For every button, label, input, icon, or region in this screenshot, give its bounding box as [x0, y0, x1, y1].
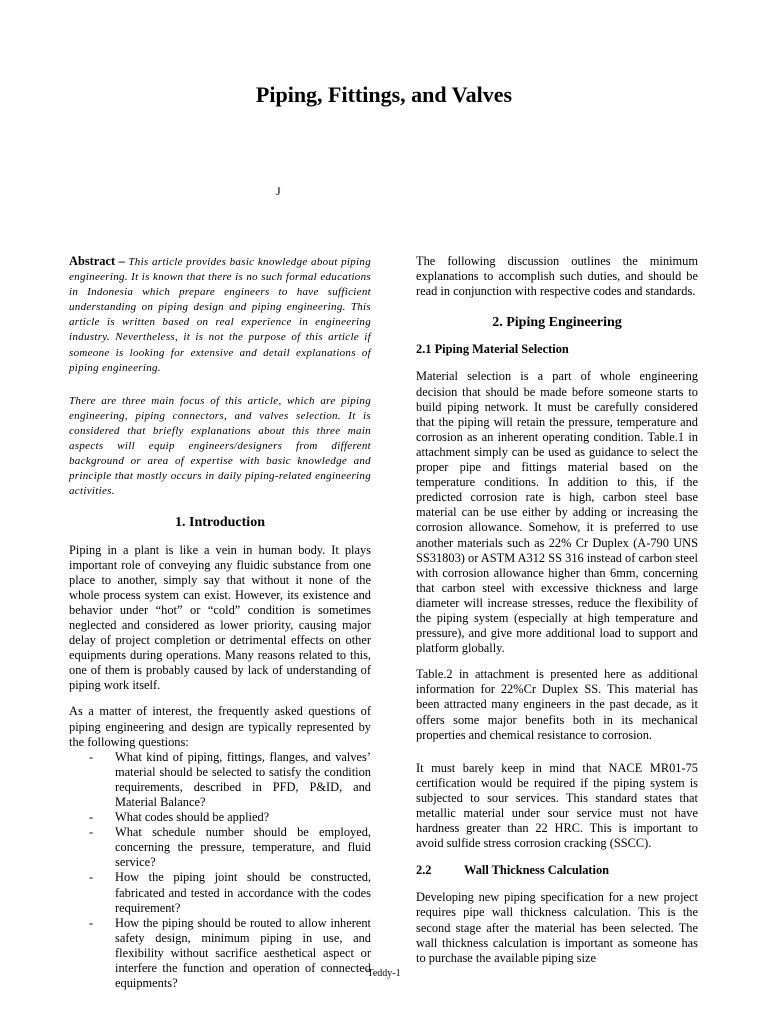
subsection-heading-material-selection: 2.1 Piping Material Selection [416, 342, 569, 357]
list-item [69, 810, 371, 825]
left-column [69, 254, 371, 991]
abstract-paragraph [69, 254, 371, 376]
abstract-paragraph-2: There are three main focus of this article, which are piping engineering, piping connectors, and valves selection. It is considered that briefly explanations about this three main aspects will equip engineers/designers from different background or area of expertise with basic knowledge and principle that mostly occurs in daily piping-related engineering activities. [69, 394, 371, 498]
right-column [416, 254, 698, 977]
section-heading-introduction: 1. Introduction [175, 515, 265, 531]
list-dash: - [89, 749, 94, 764]
questions-list [69, 750, 371, 992]
intro-paragraph-1: Piping in a plant is like a vein in human body. It plays important role of conveying any fluidic substance from one place to another, simply say that without it none of the whole process system can exist. However, its existence and behavior under “hot” or “cold” condition is sometimes neglected and considered as lower priority, causing major delay of project completion or detrimental effects on other equipments during operations. Many reasons related to this, one of them is probably caused by lack of understanding of piping work itself. [69, 542, 371, 693]
material-selection-paragraph-2: Table.2 in attachment is presented here as additional information for 22%Cr Duplex SS. This material has been attracted many engineers in the past decade, as it offers some major benefits both in its mechanical properties and chemical resistance to corrosion. [416, 667, 698, 742]
list-item-text: How the piping should be routed to allow inherent safety design, minimum piping in use, and flexibility without sacrifice aesthetical aspect or interfere the function and operation of connected equipments? [115, 915, 371, 991]
right-intro-paragraph: The following discussion outlines the minimum explanations to accomplish such duties, and should be read in conjunction with respective codes and standards. [416, 254, 698, 299]
list-dash: - [89, 825, 94, 840]
subsection-title: Wall Thickness Calculation [464, 863, 610, 878]
material-selection-paragraph-3: It must barely keep in mind that NACE MR01-75 certification would be required if the piping system is subjected to sour services. This standard states that metallic material under sour service must not have hardness greater than 22 HRC. This is important to avoid sulfide stress corrosion cracking (SSCC). [416, 760, 698, 851]
author-name: J [276, 184, 281, 198]
subsection-heading-wall-thickness [416, 863, 698, 878]
abstract-text: This article provides basic knowledge about piping engineering. It is known that there is no such formal educations in Indonesia which prepare engineers to have sufficient understanding on piping design and piping engineering. This article is written based on real experience in engineering industry. Nevertheless, it is not the purpose of this article if someone is looking for extensive and detail explanations of piping engineering. [69, 256, 371, 374]
list-dash: - [89, 810, 94, 825]
list-item [69, 825, 371, 870]
abstract-dash: – [115, 254, 129, 268]
paper-title: Piping, Fittings, and Valves [255, 82, 513, 107]
material-selection-paragraph-1: Material selection is a part of whole engineering decision that should be made before someone starts to build piping network. It must be carefully considered that the piping will retain the pressure, temperature and corrosion as an inherent operating condition. Table.1 in attachment simply can be used as guidance to select the proper pipe and fittings material based on the temperature conditions. In addition to this, if the predicted corrosion rate is high, carbon steel base material can be use either by adding or increasing the corrosion allowance. Somehow, it is preferred to use another materials such as 22% Cr Duplex (A-790 UNS SS31803) or ASTM A312 SS 316 instead of carbon steel with corrosion allowance higher than 6mm, concerning that carbon steel with excessive thickness and large diameter will increase stresses, reduce the flexibility of the piping system (especially at high temperature and pressure), and give more additional load to support and platform globally. [416, 369, 698, 656]
list-item-text: What codes should be applied? [115, 810, 270, 825]
abstract-label: Abstract [69, 254, 116, 268]
list-dash: - [89, 870, 94, 885]
intro-paragraph-2: As a matter of interest, the frequently asked questions of piping engineering and design are typically represented by the following questions: [69, 704, 371, 749]
list-item-text: What kind of piping, fittings, flanges, and valves’ material should be selected to satisfy the condition requirements, described in PFD, P&ID, and Material Balance? [115, 749, 371, 809]
list-item [69, 750, 371, 810]
subsection-number: 2.2 [416, 863, 432, 878]
list-item-text: How the piping joint should be constructed, fabricated and tested in accordance with the codes requirement? [115, 870, 371, 915]
page-footer: Teddy-1 [367, 968, 401, 979]
wall-thickness-paragraph: Developing new piping specification for a new project requires pipe wall thickness calculation. This is the second stage after the material has been selected. The wall thickness calculation is important as someone has to purchase the available piping size [416, 890, 698, 965]
list-item-text: What schedule number should be employed, concerning the pressure, temperature, and fluid service? [115, 825, 371, 870]
list-dash: - [89, 915, 94, 930]
list-item [69, 870, 371, 915]
list-item [69, 916, 371, 991]
section-heading-piping-engineering: 2. Piping Engineering [492, 315, 622, 331]
